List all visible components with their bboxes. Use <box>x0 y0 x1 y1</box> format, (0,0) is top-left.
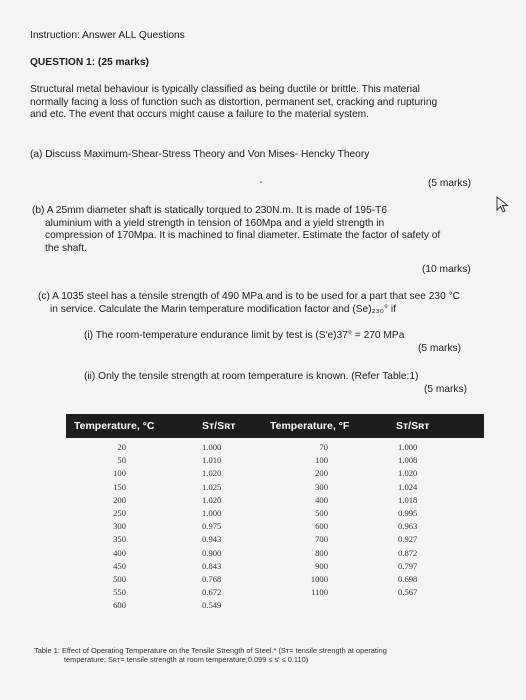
cell-temp-f: 700 <box>315 534 328 545</box>
cell-ratio-c: 0.943 <box>202 534 222 545</box>
cell-temp-c: 500 <box>113 573 126 584</box>
intro-line-3: and etc. The event that occurs might cause a failure to the material system. <box>30 109 369 121</box>
cell-ratio-f: 0.797 <box>398 560 418 571</box>
cell-temp-c: 350 <box>113 534 126 545</box>
part-b-line-3: compression of 170Mpa. It is machined to final diameter. Estimate the factor of safety of <box>45 230 441 242</box>
cell-temp-c: 20 <box>117 442 126 452</box>
cell-temp-f: 100 <box>315 455 328 466</box>
part-b-marks: (10 marks) <box>422 264 471 275</box>
part-c-line-1: (c) A 1035 steel has a tensile strength of 490 MPa and is to be used for a part that see 230 °C <box>38 291 461 302</box>
column-temp-c <box>102 441 126 612</box>
cell-ratio-f: 1.018 <box>398 494 418 505</box>
cell-ratio-c: 0.843 <box>202 560 222 571</box>
cell-ratio-c: 0.975 <box>202 521 222 532</box>
cell-ratio-c: 1.010 <box>202 455 222 466</box>
part-b-line-2: aluminium with a yield strength in tension of 160Mpa and a yield strength in <box>45 217 385 229</box>
caption-line-1: Table 1: Effect of Operating Temperature on the Tensile Strength of Steel.* (Sт= tensile strength at operating <box>34 646 387 655</box>
part-b-paragraph <box>32 205 492 255</box>
cell-ratio-c: 0.768 <box>202 573 222 584</box>
cell-temp-f: 1100 <box>311 587 328 598</box>
cell-ratio-f: 0.963 <box>398 521 418 532</box>
cell-temp-f: 70 <box>319 442 328 452</box>
intro-line-2: normally facing a loss of function such as distortion, permanent set, cracking and rupturing <box>30 96 438 108</box>
cell-ratio-f: 1.020 <box>398 468 418 479</box>
header-temp-c: Temperature, °C <box>74 420 155 432</box>
cell-ratio-c: 1.020 <box>202 494 222 505</box>
cell-ratio-f: 1.000 <box>398 442 418 452</box>
cell-ratio-f: 1.008 <box>398 455 418 466</box>
cell-ratio-f: 0.872 <box>398 547 418 558</box>
part-b-line-4: the shaft. <box>45 242 87 254</box>
part-c-sub-ii-marks: (5 marks) <box>424 384 468 395</box>
part-a-marks: (5 marks) <box>428 178 472 189</box>
intro-line-1: Structural metal behaviour is typically classified as being ductile or brittle. This material <box>30 84 420 95</box>
cell-temp-c: 200 <box>113 494 126 505</box>
cell-temp-f: 1000 <box>310 573 328 584</box>
caption-line-2: temperature; Sʀт= tensile strength at room temperature;0.099 ≤ s' ≤ 0.110) <box>64 655 309 665</box>
cell-temp-c: 250 <box>113 507 126 518</box>
part-a-text: (a) Discuss Maximum-Shear-Stress Theory and Von Mises- Hencky Theory <box>30 149 370 160</box>
cell-ratio-c: 1.000 <box>202 507 222 518</box>
cell-ratio-c: 0.900 <box>202 547 222 558</box>
cell-temp-c: 450 <box>113 560 126 571</box>
cell-temp-f: 900 <box>315 560 328 571</box>
part-c-sub-ii: (ii) Only the tensile strength at room temperature is known. (Refer Table:1) <box>84 371 419 382</box>
table-caption <box>34 646 494 665</box>
intro-paragraph <box>30 84 500 122</box>
cell-temp-f: 200 <box>315 468 328 479</box>
cell-temp-c: 300 <box>113 521 126 532</box>
cell-ratio-c: 1.020 <box>202 468 222 479</box>
cell-temp-c: 600 <box>113 600 126 611</box>
cell-temp-f: 500 <box>315 507 328 518</box>
cell-ratio-f: 0.995 <box>398 507 418 518</box>
part-c-sub-i: (i) The room-temperature endurance limit by test is (S'e)37° = 270 MPa <box>84 330 405 341</box>
table-header <box>66 414 484 438</box>
cell-ratio-f: 1.024 <box>398 481 418 492</box>
question-title: QUESTION 1: (25 marks) <box>30 57 149 68</box>
cell-ratio-f: 0.698 <box>398 573 418 584</box>
cell-ratio-c: 1.000 <box>202 442 222 452</box>
cell-temp-f: 600 <box>315 521 328 532</box>
column-ratio-c <box>202 441 242 612</box>
header-ratio-f: Sт/Sʀт <box>396 420 430 432</box>
cell-ratio-f: 0.927 <box>398 534 418 545</box>
cell-temp-c: 150 <box>113 481 126 492</box>
cell-temp-c: 400 <box>113 547 126 558</box>
stray-dot <box>260 181 262 183</box>
cell-ratio-c: 1.025 <box>202 481 222 492</box>
cell-temp-f: 400 <box>315 494 328 505</box>
header-ratio-c: Sт/Sʀт <box>202 420 236 432</box>
temperature-strength-table <box>66 414 484 642</box>
column-ratio-f <box>398 441 438 599</box>
cell-temp-f: 800 <box>315 547 328 558</box>
cell-ratio-c: 0.549 <box>202 600 222 611</box>
header-temp-f: Temperature, °F <box>270 420 350 432</box>
part-c-line-2: in service. Calculate the Marin temperature modification factor and (Se)₂₃₀° if <box>50 303 396 315</box>
cell-temp-f: 300 <box>315 481 328 492</box>
part-c-sub-i-marks: (5 marks) <box>418 343 462 354</box>
instruction-line: Instruction: Answer ALL Questions <box>30 30 185 41</box>
part-b-line-1: (b) A 25mm diameter shaft is statically torqued to 230N.m. It is made of 195-T6 <box>32 205 388 216</box>
cell-ratio-c: 0.672 <box>202 587 222 598</box>
cell-temp-c: 100 <box>113 468 126 479</box>
column-temp-f <box>298 441 328 599</box>
part-c-paragraph <box>38 291 498 316</box>
cell-temp-c: 50 <box>117 455 126 466</box>
cell-ratio-f: 0.567 <box>398 587 418 598</box>
cell-temp-c: 550 <box>113 587 126 598</box>
mouse-pointer-icon <box>496 196 510 214</box>
